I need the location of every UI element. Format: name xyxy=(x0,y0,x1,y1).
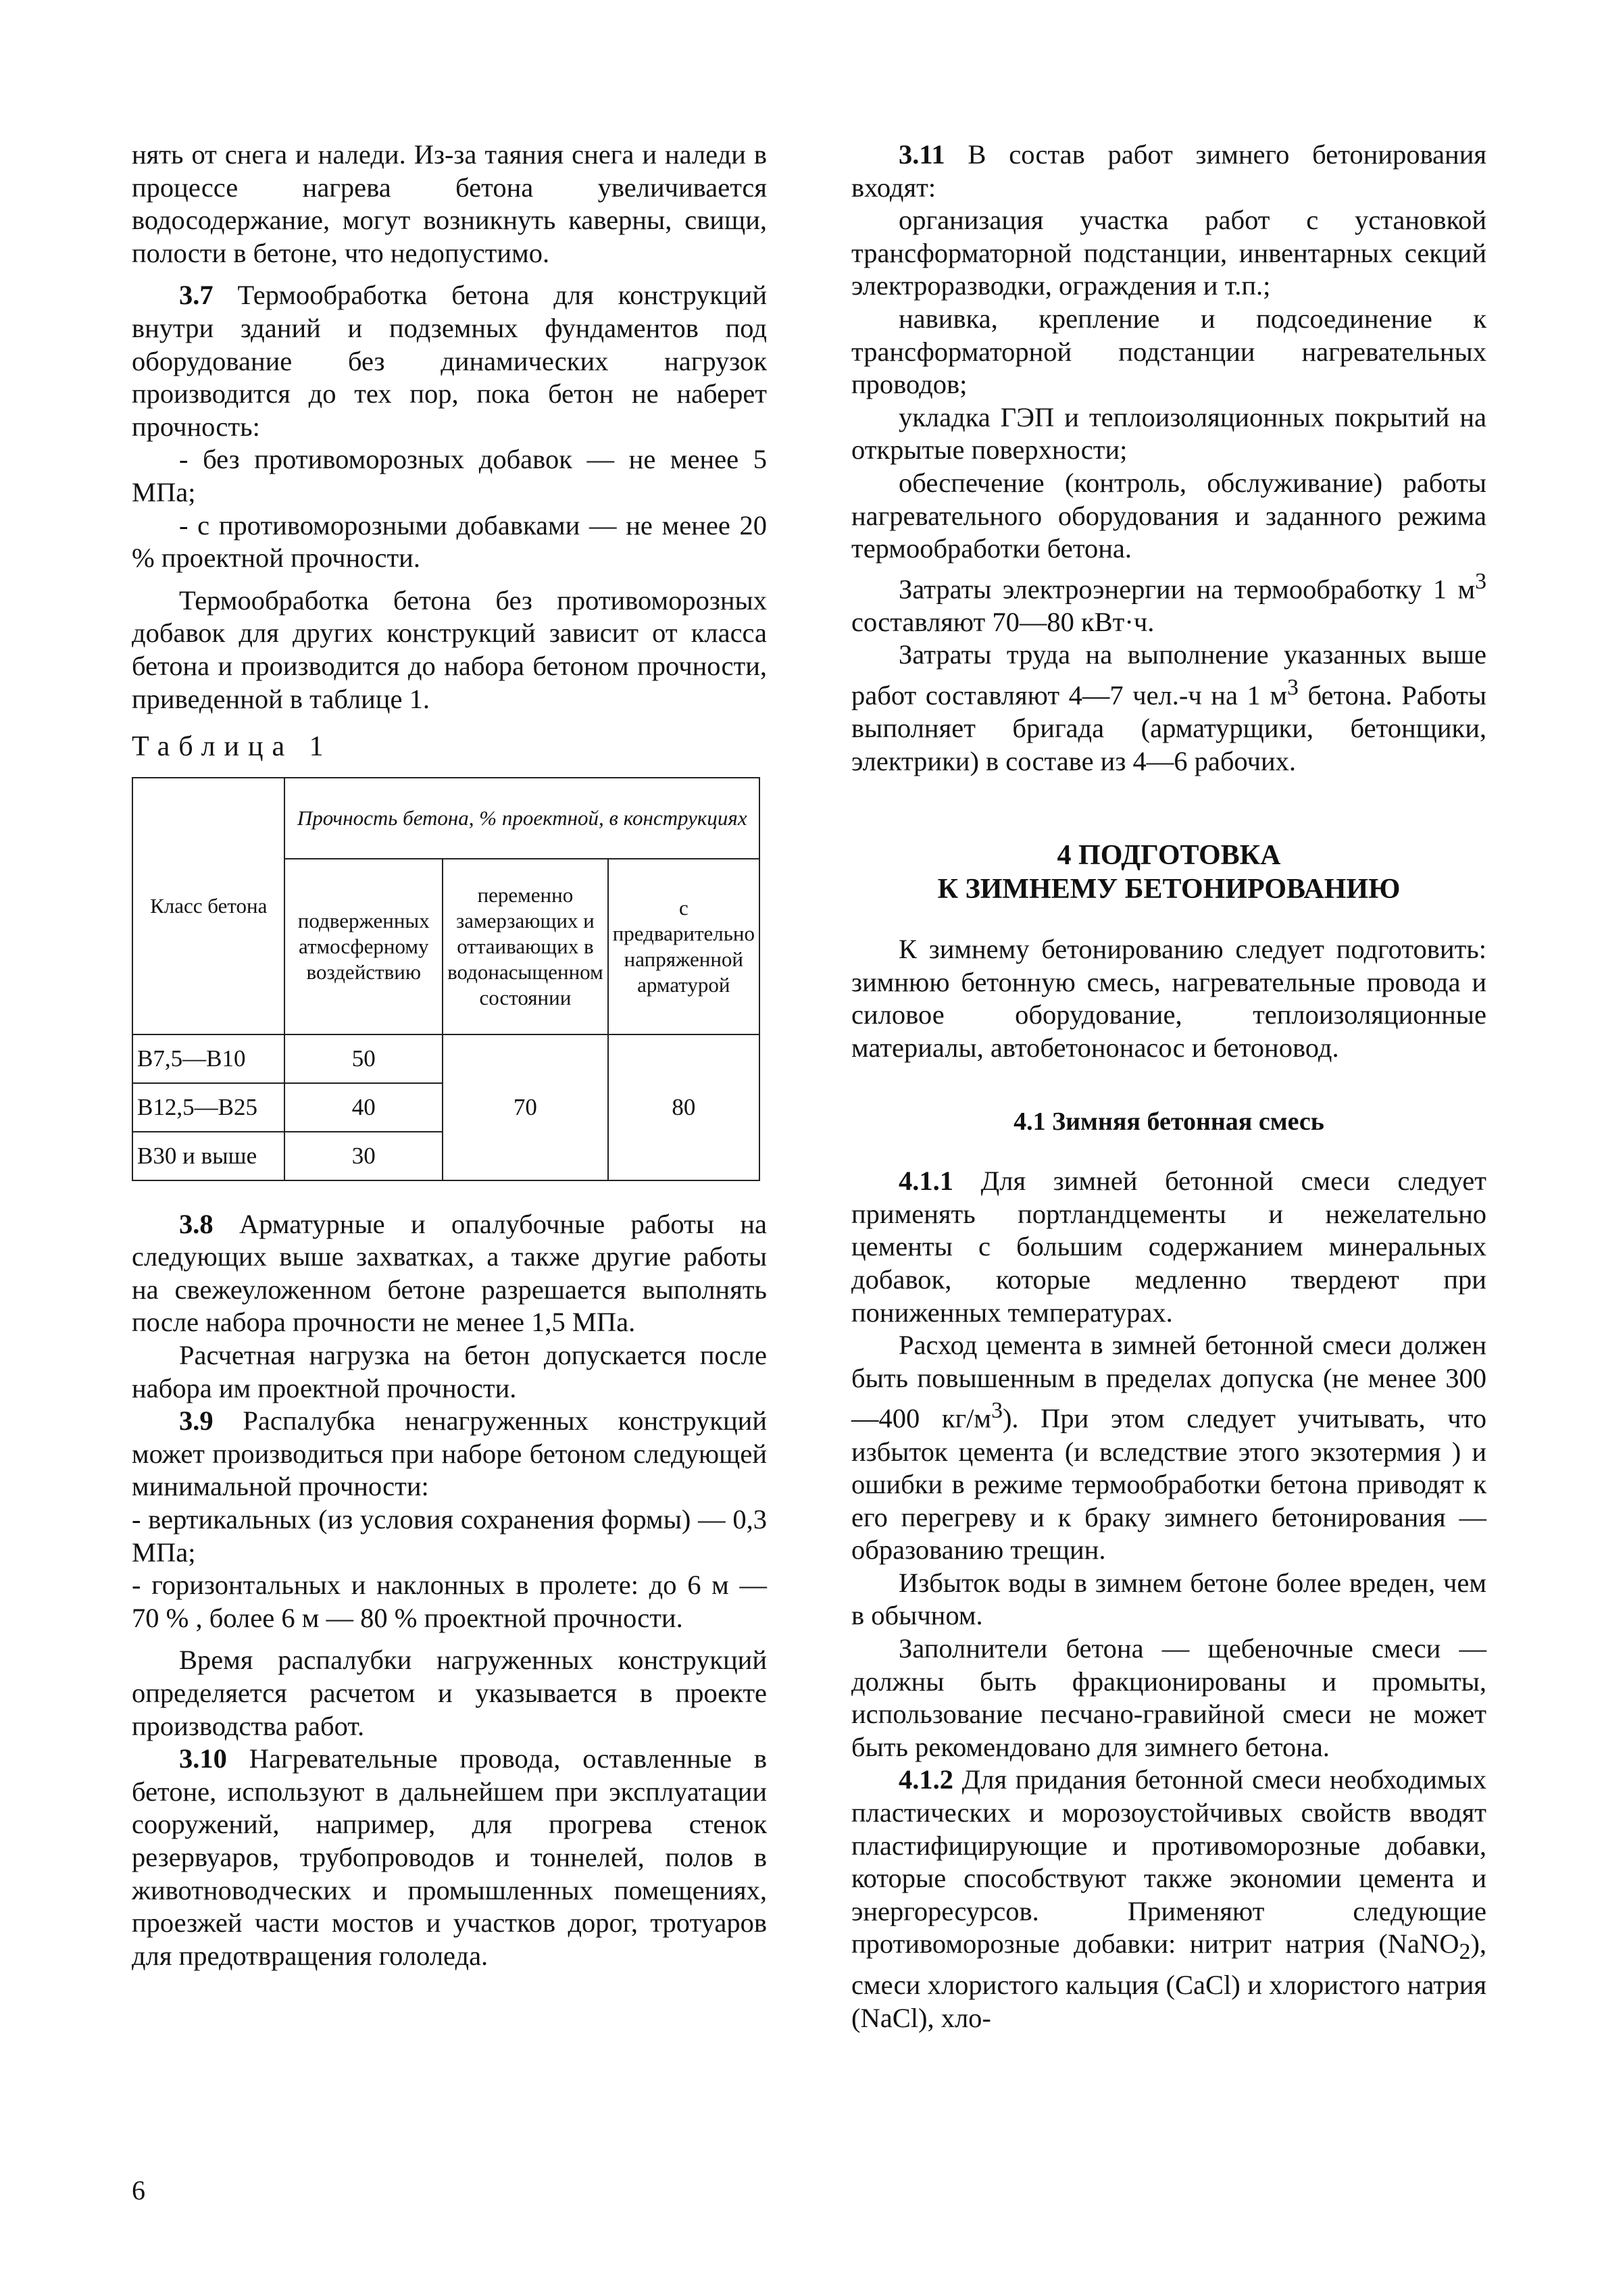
paragraph: Время распалубки нагруженных конструкций определяется расчетом и указывается в проекте производства работ. xyxy=(132,1645,767,1741)
paragraph-3-8 xyxy=(132,1208,767,1339)
paragraph-text: Расход цемента в зимней бетонной смеси должен быть повышенным в пределах допуска (не менее 300—400 кг/м xyxy=(851,1330,1486,1434)
paragraph-text: Затраты труда на выполнение указанных выше работ составляют 4—7 чел.-ч на 1 м xyxy=(851,639,1486,711)
paragraph-labor xyxy=(851,639,1486,778)
page-number: 6 xyxy=(132,2175,145,2205)
paragraph: нять от снега и наледи. Из-за таяния снега и наледи в процессе нагрева бетона увеличивается водосодержание, могут возникнуть каверны, свищи, полости в бетоне, что недопустимо. xyxy=(132,139,767,268)
paragraph: Термообработка бетона без противоморозных добавок для других конструкций зависит от класса бетона и производится до набора бетоном прочности, приведенной в таблице 1. xyxy=(132,584,767,714)
list-item: укладка ГЭП и теплоизоляционных покрытий на открытые поверхности; xyxy=(851,401,1486,466)
paragraph-text: Распалубка ненагруженных конструкций может производиться при наборе бетоном следующей минимальной прочности: xyxy=(132,1405,767,1502)
paragraph: Расчетная нагрузка на бетон допускается после набора им проектной прочности. xyxy=(132,1340,767,1403)
section-title-line: 4 ПОДГОТОВКА xyxy=(1057,840,1281,872)
paragraph-4-1-2 xyxy=(851,1764,1486,2035)
list-item: организация участка работ с установкой трансформаторной подстанции, инвентарных секций электроразводки, ограждения и т.п.; xyxy=(851,205,1486,301)
right-column xyxy=(851,139,1486,2035)
paragraph: К зимнему бетонированию следует подготовить: зимнюю бетонную смесь, нагревательные провода и силовое оборудование, теплоизоляционные материалы, автобетононасос и бетоновод. xyxy=(851,934,1486,1064)
clause-number: 3.10 xyxy=(179,1743,227,1774)
paragraph-text: Для придания бетонной смеси необходимых пластических и морозоустойчивых свойств вводят пластифицирующие и противоморозные добавки, которые способствуют также экономии цемента и энергоресурсов. Применяют следующие противоморозные добавки: нитрит натрия (NaNO xyxy=(851,1764,1486,1960)
paragraph-text: ). При этом следует учитывать, что избыток цемента (и вследствие этого экзотермия ) и ошибки в режиме термообработки бетона приводят к его перегреву и к браку зимнего бетонирования — образованию трещин. xyxy=(851,1403,1486,1566)
paragraph-text: ), смеси хлористого кальция (CaCl) и хлористого натрия (NaCl), хло- xyxy=(851,1928,1486,2033)
cell-value: 50 xyxy=(284,1034,443,1083)
cell-class: В7,5—В10 xyxy=(132,1034,284,1083)
paragraph-3-9 xyxy=(132,1405,767,1503)
cell-value-merged: 70 xyxy=(443,1034,608,1180)
superscript: 3 xyxy=(1287,675,1299,700)
header-class: Класс бетона xyxy=(132,778,284,1034)
clause-number: 4.1.2 xyxy=(899,1764,953,1795)
section-title-line: К ЗИМНЕМУ БЕТОНИРОВАНИЮ xyxy=(937,874,1401,905)
paragraph-text: Арматурные и опалубочные работы на следующих выше захватках, а также другие работы на свежеуложенном бетоне разрешается выполнять после набора прочности не менее 1,5 МПа. xyxy=(132,1208,767,1338)
paragraph-text: Нагревательные провода, оставленные в бетоне, используют в дальнейшем при эксплуатации сооружений, например, для прогрева стенок резервуаров, трубопроводов и тоннелей, полов в животноводческих и промышленных помещениях, проезжей части мостов и участков дорог, тротуаров для предотвращения гололеда. xyxy=(132,1743,767,1971)
header-atmospheric: подверженных атмосферному воздействию xyxy=(284,859,443,1034)
paragraph-text: бетона. Работы выполняет бригада (арматурщики, бетонщики, электрики) в составе из 4—6 рабочих. xyxy=(851,680,1486,776)
cell-class: В30 и выше xyxy=(132,1132,284,1180)
list-item: - вертикальных (из условия сохранения формы) — 0,3 МПа; xyxy=(132,1504,767,1568)
strength-table xyxy=(132,777,760,1181)
list-item: навивка, крепление и подсоединение к трансформаторной подстанции нагревательных проводов; xyxy=(851,303,1486,400)
paragraph-text: Термообработка бетона для конструкций внутри зданий и подземных фундаментов под оборудование без динамических нагрузок производится до тех пор, пока бетон не наберет прочность: xyxy=(132,280,767,442)
table-caption: Таблица 1 xyxy=(132,731,332,763)
paragraph-4-1-1 xyxy=(851,1165,1486,1329)
clause-number: 3.8 xyxy=(179,1208,214,1239)
list-item: - без противоморозных добавок — не менее 5 МПа; xyxy=(132,444,767,507)
header-strength-group: Прочность бетона, % проектной, в конструкциях xyxy=(284,778,759,859)
cell-value: 40 xyxy=(284,1083,443,1132)
clause-number: 3.7 xyxy=(179,280,214,311)
paragraph-3-7 xyxy=(132,279,767,443)
cell-value-merged: 80 xyxy=(608,1034,759,1180)
paragraph: Избыток воды в зимнем бетоне более вреден, чем в обычном. xyxy=(851,1567,1486,1631)
table-row xyxy=(132,1034,759,1083)
paragraph: Заполнители бетона — щебеночные смеси — должны быть фракционированы и промыты, использование песчано-гравийной смеси не может быть рекомендовано для зимнего бетона. xyxy=(851,1633,1486,1762)
paragraph-cement xyxy=(851,1329,1486,1567)
list-item: - с противоморозными добавками — не менее 20 % проектной прочности. xyxy=(132,509,767,574)
cell-class: В12,5—В25 xyxy=(132,1083,284,1132)
paragraph-text: Затраты электроэнергии на термообработку 1 м xyxy=(899,574,1476,605)
paragraph-3-11 xyxy=(851,139,1486,204)
header-prestressed: с предварительно напряженной арматурой xyxy=(608,859,759,1034)
paragraph-3-10 xyxy=(132,1743,767,1972)
cell-value: 30 xyxy=(284,1132,443,1180)
left-column xyxy=(132,139,767,1972)
list-item: - горизонтальных и наклонных в пролете: до 6 м — 70 % , более 6 м — 80 % проектной прочности. xyxy=(132,1570,767,1633)
superscript: 3 xyxy=(1475,568,1486,594)
paragraph-text: Для зимней бетонной смеси следует применять портландцементы и нежелательно цементы с большим содержанием минеральных добавок, которые медленно твердеют при пониженных температурах. xyxy=(851,1166,1486,1328)
subsection-title: 4.1 Зимняя бетонная смесь xyxy=(1013,1107,1324,1136)
superscript: 3 xyxy=(991,1398,1003,1424)
header-freeze-thaw: переменно замерзающих и оттаивающих в водонасыщенном состоянии xyxy=(443,859,608,1034)
paragraph-text: составляют 70—80 кВт·ч. xyxy=(851,606,1155,637)
paragraph-text: В состав работ зимнего бетонирования входят: xyxy=(851,139,1486,203)
paragraph-energy xyxy=(851,566,1486,639)
clause-number: 3.11 xyxy=(899,139,945,170)
clause-number: 4.1.1 xyxy=(899,1166,953,1197)
subscript: 2 xyxy=(1459,1939,1471,1965)
section-title xyxy=(851,839,1486,906)
clause-number: 3.9 xyxy=(179,1405,214,1437)
list-item: обеспечение (контроль, обслуживание) работы нагревательного оборудования и заданного режима термообработки бетона. xyxy=(851,467,1486,564)
